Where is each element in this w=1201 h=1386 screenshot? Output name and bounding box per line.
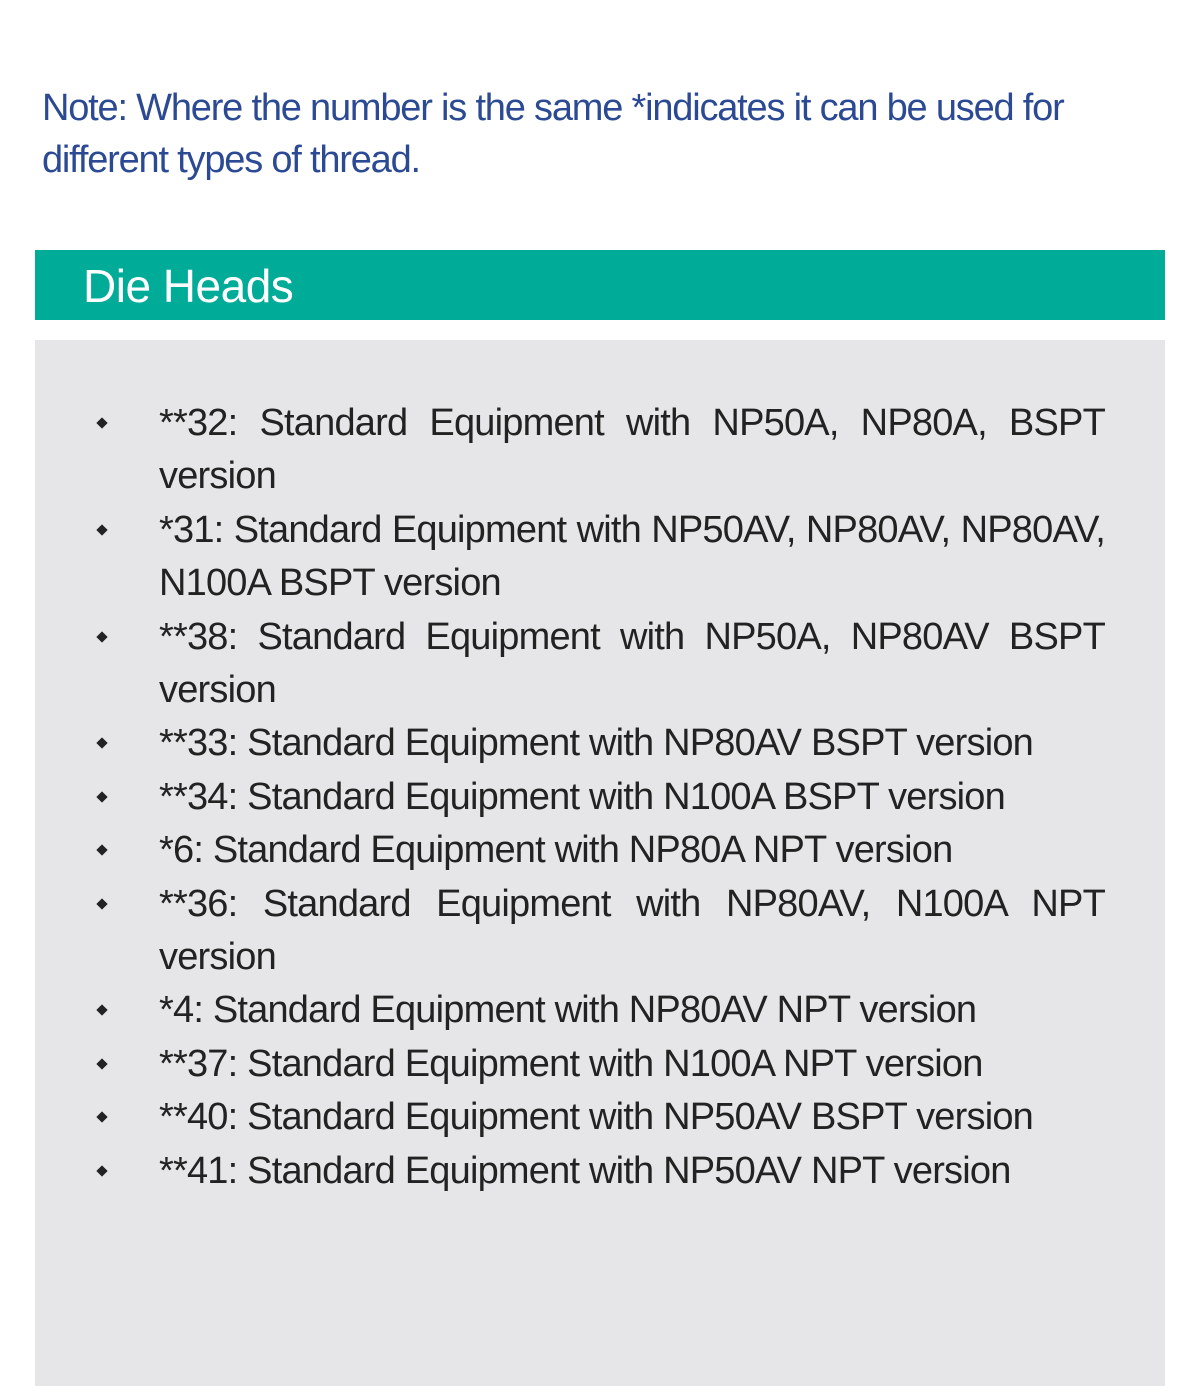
note-text: Note: Where the number is the same *indicates it can be used for different types of thread. bbox=[42, 87, 1064, 181]
diamond-bullet-icon bbox=[96, 1165, 107, 1176]
list-item bbox=[35, 504, 1105, 611]
list-item-text: **36: Standard Equipment with NP80AV, N100A NPT version bbox=[159, 882, 1105, 979]
list-item-text: *4: Standard Equipment with NP80AV NPT version bbox=[159, 989, 977, 1032]
list-item-text: **32: Standard Equipment with NP50A, NP80A, BSPT version bbox=[159, 402, 1105, 498]
list-item bbox=[35, 878, 1105, 985]
diamond-bullet-icon bbox=[96, 738, 107, 749]
list-item-text: **41: Standard Equipment with NP50AV NPT version bbox=[159, 1149, 1011, 1192]
list-item bbox=[35, 771, 1105, 824]
list-item-text: **33: Standard Equipment with NP80AV BSPT version bbox=[159, 722, 1034, 765]
diamond-bullet-icon bbox=[96, 1112, 107, 1123]
list-item bbox=[35, 717, 1105, 770]
list-item bbox=[35, 397, 1105, 504]
diamond-bullet-icon bbox=[96, 524, 107, 535]
list-item bbox=[35, 1091, 1105, 1144]
list-item-text: **38: Standard Equipment with NP50A, NP80AV BSPT version bbox=[159, 615, 1105, 712]
diamond-bullet-icon bbox=[96, 898, 107, 909]
diamond-bullet-icon bbox=[96, 631, 107, 642]
diamond-bullet-icon bbox=[96, 1005, 107, 1016]
list-item bbox=[35, 1145, 1105, 1198]
list-item bbox=[35, 611, 1105, 718]
diamond-bullet-icon bbox=[96, 845, 107, 856]
list-item-text: *6: Standard Equipment with NP80A NPT version bbox=[159, 829, 953, 872]
list-item-text: *31: Standard Equipment with NP50AV, NP80AV, NP80AV, N100A BSPT version bbox=[159, 508, 1105, 605]
diamond-bullet-icon bbox=[96, 791, 107, 802]
list-item-text: **34: Standard Equipment with N100A BSPT version bbox=[159, 775, 1005, 818]
list-item-text: **40: Standard Equipment with NP50AV BSPT version bbox=[159, 1096, 1034, 1139]
list-item-text: **37: Standard Equipment with N100A NPT version bbox=[159, 1042, 983, 1085]
content-panel bbox=[35, 340, 1165, 1386]
diamond-bullet-icon bbox=[96, 417, 107, 428]
list-item bbox=[35, 824, 1105, 877]
section-title: Die Heads bbox=[83, 260, 294, 312]
list-item bbox=[35, 1038, 1105, 1091]
section-header bbox=[35, 250, 1165, 320]
diamond-bullet-icon bbox=[96, 1058, 107, 1069]
list-item bbox=[35, 984, 1105, 1037]
die-heads-list bbox=[35, 397, 1165, 1198]
